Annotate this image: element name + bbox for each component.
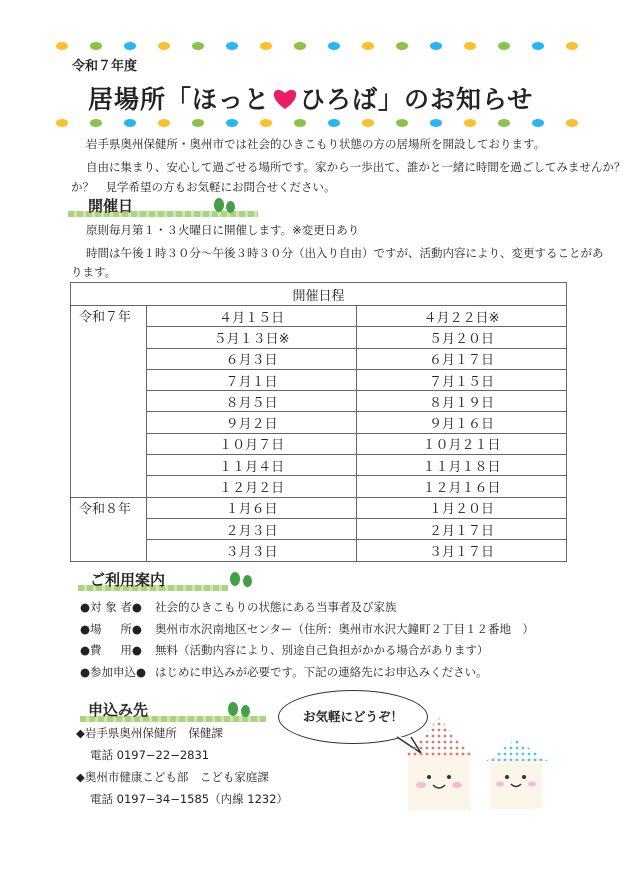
decorative-dot	[294, 42, 306, 50]
schedule-date-cell: １１月４日	[147, 455, 357, 476]
decorative-dot	[566, 42, 578, 50]
decorative-dot	[430, 42, 442, 50]
schedule-table-header: 開催日程	[71, 283, 567, 306]
schedule-date-cell: ５月２０日	[357, 327, 567, 348]
usage-text-target: 社会的ひきこもりの状態にある当事者及び家族	[155, 600, 397, 614]
schedule-date-cell: １２月１６日	[357, 476, 567, 497]
schedule-row	[71, 540, 567, 561]
schedule-rule: 原則毎月第１・３火曜日に開催します。※変更日あり	[86, 223, 360, 237]
schedule-row	[71, 497, 567, 518]
schedule-time-cont: ります。	[71, 265, 117, 279]
heart-icon	[272, 88, 298, 110]
schedule-date-cell: ９月１６日	[357, 412, 567, 433]
fiscal-year-label: 令和７年度	[72, 59, 138, 74]
decorative-dot	[498, 42, 510, 50]
schedule-date-cell: ２月１７日	[357, 518, 567, 539]
schedule-time: 時間は午後１時３０分〜午後３時３０分（出入り自由）ですが、活動内容により、変更することがあ	[86, 246, 604, 260]
schedule-date-cell: ２月３日	[147, 518, 357, 539]
schedule-year-cell	[71, 476, 147, 497]
page-title	[88, 80, 533, 116]
leaf-icon	[228, 702, 238, 716]
schedule-row	[71, 369, 567, 390]
schedule-date-cell: ３月３日	[147, 540, 357, 561]
decorative-dot	[260, 42, 272, 50]
schedule-table-header-row	[71, 283, 567, 306]
schedule-date-cell: １０月２１日	[357, 433, 567, 454]
decorative-dot	[464, 42, 476, 50]
schedule-year-cell	[71, 391, 147, 412]
schedule-row	[71, 348, 567, 369]
decorative-dot	[566, 119, 578, 127]
schedule-date-cell: ６月１７日	[357, 348, 567, 369]
decorative-dot	[56, 119, 68, 127]
schedule-date-cell: ４月２２日※	[357, 306, 567, 327]
usage-text-apply: はじめに申込みが必要です。下記の連絡先にお申込みください。	[155, 665, 488, 679]
schedule-year-cell	[71, 518, 147, 539]
schedule-row	[71, 455, 567, 476]
schedule-row	[71, 518, 567, 539]
decorative-dot	[90, 119, 102, 127]
schedule-row	[71, 391, 567, 412]
bottom-dot-border	[62, 117, 572, 131]
schedule-row	[71, 433, 567, 454]
decorative-dot	[260, 119, 272, 127]
decorative-dot	[56, 42, 68, 50]
decorative-dot	[430, 119, 442, 127]
decorative-dot	[328, 42, 340, 50]
schedule-date-cell: １１月１８日	[357, 455, 567, 476]
decorative-dot	[158, 119, 170, 127]
usage-label-target: ●対 象 者●	[80, 600, 142, 614]
leaf-icon	[230, 572, 240, 586]
decorative-dot	[192, 119, 204, 127]
schedule-row	[71, 327, 567, 348]
decorative-dot	[362, 42, 374, 50]
schedule-row	[71, 476, 567, 497]
contact-tel-1: 電話 0197−22−2831	[90, 748, 210, 762]
top-dot-border	[62, 40, 572, 54]
schedule-date-cell: ５月１３日※	[147, 327, 357, 348]
schedule-year-cell: 令和７年	[71, 306, 147, 327]
usage-label-fee: ●費 用●	[80, 643, 142, 657]
decorative-dot	[294, 119, 306, 127]
schedule-year-cell	[71, 369, 147, 390]
schedule-date-cell: １２月２日	[147, 476, 357, 497]
title-suffix: ひろば」のお知らせ	[300, 85, 534, 114]
decorative-dot	[396, 42, 408, 50]
decorative-dot	[532, 42, 544, 50]
decorative-dot	[362, 119, 374, 127]
schedule-date-cell: ６月３日	[147, 348, 357, 369]
decorative-dot	[124, 42, 136, 50]
decorative-dot	[396, 119, 408, 127]
contact-org-1: ◆岩手県奥州保健所 保健課	[76, 726, 223, 740]
house-blue-roof-icon	[486, 739, 548, 809]
schedule-year-cell	[71, 540, 147, 561]
schedule-year-cell	[71, 348, 147, 369]
schedule-date-cell: １０月７日	[147, 433, 357, 454]
decorative-dot	[464, 119, 476, 127]
leaf-icon	[241, 705, 250, 717]
leaf-icon	[243, 575, 252, 587]
decorative-dot	[192, 42, 204, 50]
usage-text-fee: 無料（活動内容により、別途自己負担がかかる場合があります）	[155, 643, 489, 657]
schedule-year-cell	[71, 412, 147, 433]
schedule-date-cell: １月２０日	[357, 497, 567, 518]
usage-heading: ご利用案内	[90, 571, 166, 589]
intro-line-2: 自由に集まり、安心して過ごせる場所です。家から一歩出て、誰かと一緒に時間を過ごしてみませんか？	[86, 160, 626, 174]
decorative-dot	[158, 42, 170, 50]
leaf-icon	[214, 198, 224, 212]
schedule-year-cell	[71, 455, 147, 476]
usage-label-apply: ●参加申込●	[80, 665, 147, 679]
usage-label-place: ●場 所●	[80, 622, 142, 636]
schedule-year-cell	[71, 433, 147, 454]
schedule-date-cell: ７月１５日	[357, 369, 567, 390]
schedule-date-cell: １月６日	[147, 497, 357, 518]
schedule-date-cell: ４月１５日	[147, 306, 357, 327]
decorative-dot	[498, 119, 510, 127]
contact-tel-2: 電話 0197−34−1585（内線 1232）	[90, 792, 289, 806]
intro-line-1: 岩手県奥州保健所・奥州市では社会的ひきこもり状態の方の居場所を開設しております。	[86, 137, 546, 151]
house-illustration	[400, 715, 555, 815]
schedule-date-cell: ８月１９日	[357, 391, 567, 412]
schedule-year-cell: 令和８年	[71, 497, 147, 518]
leaf-icon	[226, 201, 235, 213]
schedule-date-cell: ９月２日	[147, 412, 357, 433]
schedule-row	[71, 412, 567, 433]
schedule-year-cell	[71, 327, 147, 348]
schedule-row	[71, 306, 567, 327]
schedule-date-cell: ３月１７日	[357, 540, 567, 561]
decorative-dot	[226, 42, 238, 50]
intro-line-3: か？ 見学希望の方もお気軽にお問合せください。	[71, 180, 336, 194]
contact-heading: 申込み先	[88, 701, 149, 719]
decorative-dot	[90, 42, 102, 50]
house-red-roof-icon	[404, 718, 474, 811]
decorative-dot	[226, 119, 238, 127]
decorative-dot	[532, 119, 544, 127]
decorative-dot	[328, 119, 340, 127]
schedule-table	[70, 282, 567, 562]
schedule-date-cell: ７月１日	[147, 369, 357, 390]
speech-bubble-text: お気軽にどうぞ！	[302, 709, 403, 724]
decorative-dot	[124, 119, 136, 127]
schedule-date-cell: ８月５日	[147, 391, 357, 412]
title-prefix: 居場所「ほっと	[88, 85, 271, 114]
schedule-heading: 開催日	[88, 197, 134, 215]
usage-text-place: 奥州市水沢南地区センター（住所：奥州市水沢大鐘町２丁目１２番地 ）	[155, 622, 535, 636]
contact-org-2: ◆奥州市健康こども部 こども家庭課	[76, 770, 269, 784]
